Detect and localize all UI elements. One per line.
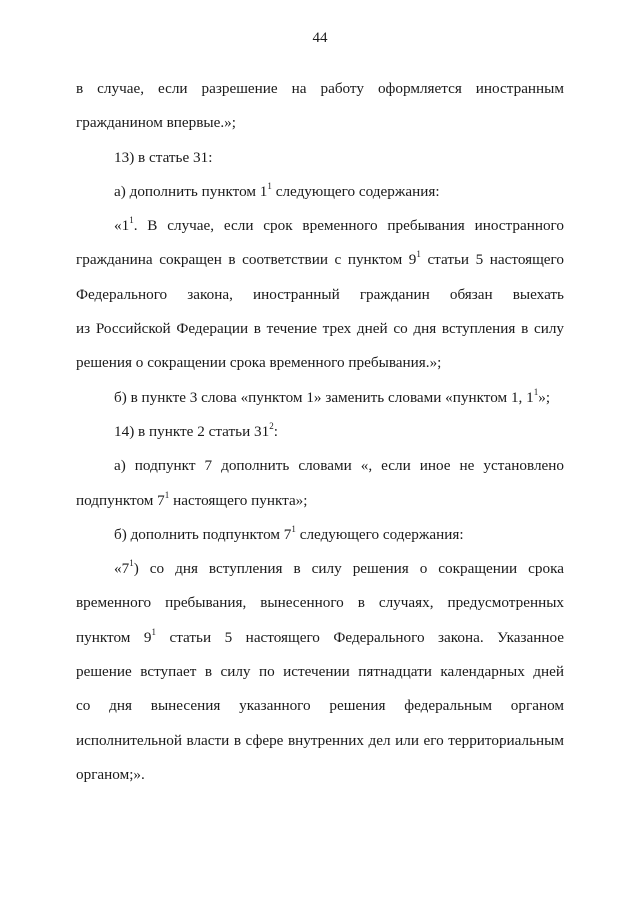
- text-line: со дня вынесения указанного решения федеральным органом: [76, 697, 564, 715]
- text-line: б) дополнить подпунктом $7^1$ следующего содержания:: [114, 523, 464, 543]
- text-line: решение вступает в силу по истечении пятнадцати календарных дней: [76, 663, 564, 681]
- text-line: временного пребывания, вынесенного в случаях, предусмотренных: [76, 594, 564, 612]
- text-line: гражданина сокращен в соответствии с пунктом $9^1$ статьи 5 настоящего: [76, 249, 564, 269]
- text-line: решения о сокращении срока временного пребывания.»;: [76, 354, 442, 372]
- text-line: гражданином впервые.»;: [76, 114, 236, 132]
- text-line: органом;».: [76, 765, 145, 783]
- list-item-heading: 14) в пункте 2 статьи $31^2$:: [114, 420, 278, 440]
- page-number: 44: [312, 30, 328, 46]
- document-body: [76, 72, 564, 792]
- text-line: в случае, если разрешение на работу оформляется иностранным: [76, 80, 564, 97]
- text-line: а) подпункт 7 дополнить словами «, если иное не установлено: [114, 457, 564, 475]
- text-line: «$7^1$) со дня вступления в силу решения о сокращении срока: [114, 558, 564, 578]
- text-line: б) в пункте 3 слова «пунктом 1» заменить словами «пунктом 1, $1^1$»;: [114, 386, 551, 406]
- text-line: Федерального закона, иностранный гражданин обязан выехать: [76, 285, 564, 303]
- list-item-heading: 13) в статье 31:: [114, 148, 213, 166]
- text-line: подпунктом $7^1$ настоящего пункта»;: [76, 489, 308, 509]
- text-line: пунктом $9^1$ статьи 5 настоящего Федерального закона. Указанное: [76, 626, 564, 646]
- text-line: а) дополнить пунктом $1^1$ следующего содержания:: [114, 180, 440, 200]
- text-line: «$1^1$. В случае, если срок временного пребывания иностранного: [114, 215, 564, 235]
- text-line: из Российской Федерации в течение трех дней со дня вступления в силу: [76, 320, 564, 338]
- text-line: исполнительной власти в сфере внутренних дел или его территориальным: [76, 731, 564, 749]
